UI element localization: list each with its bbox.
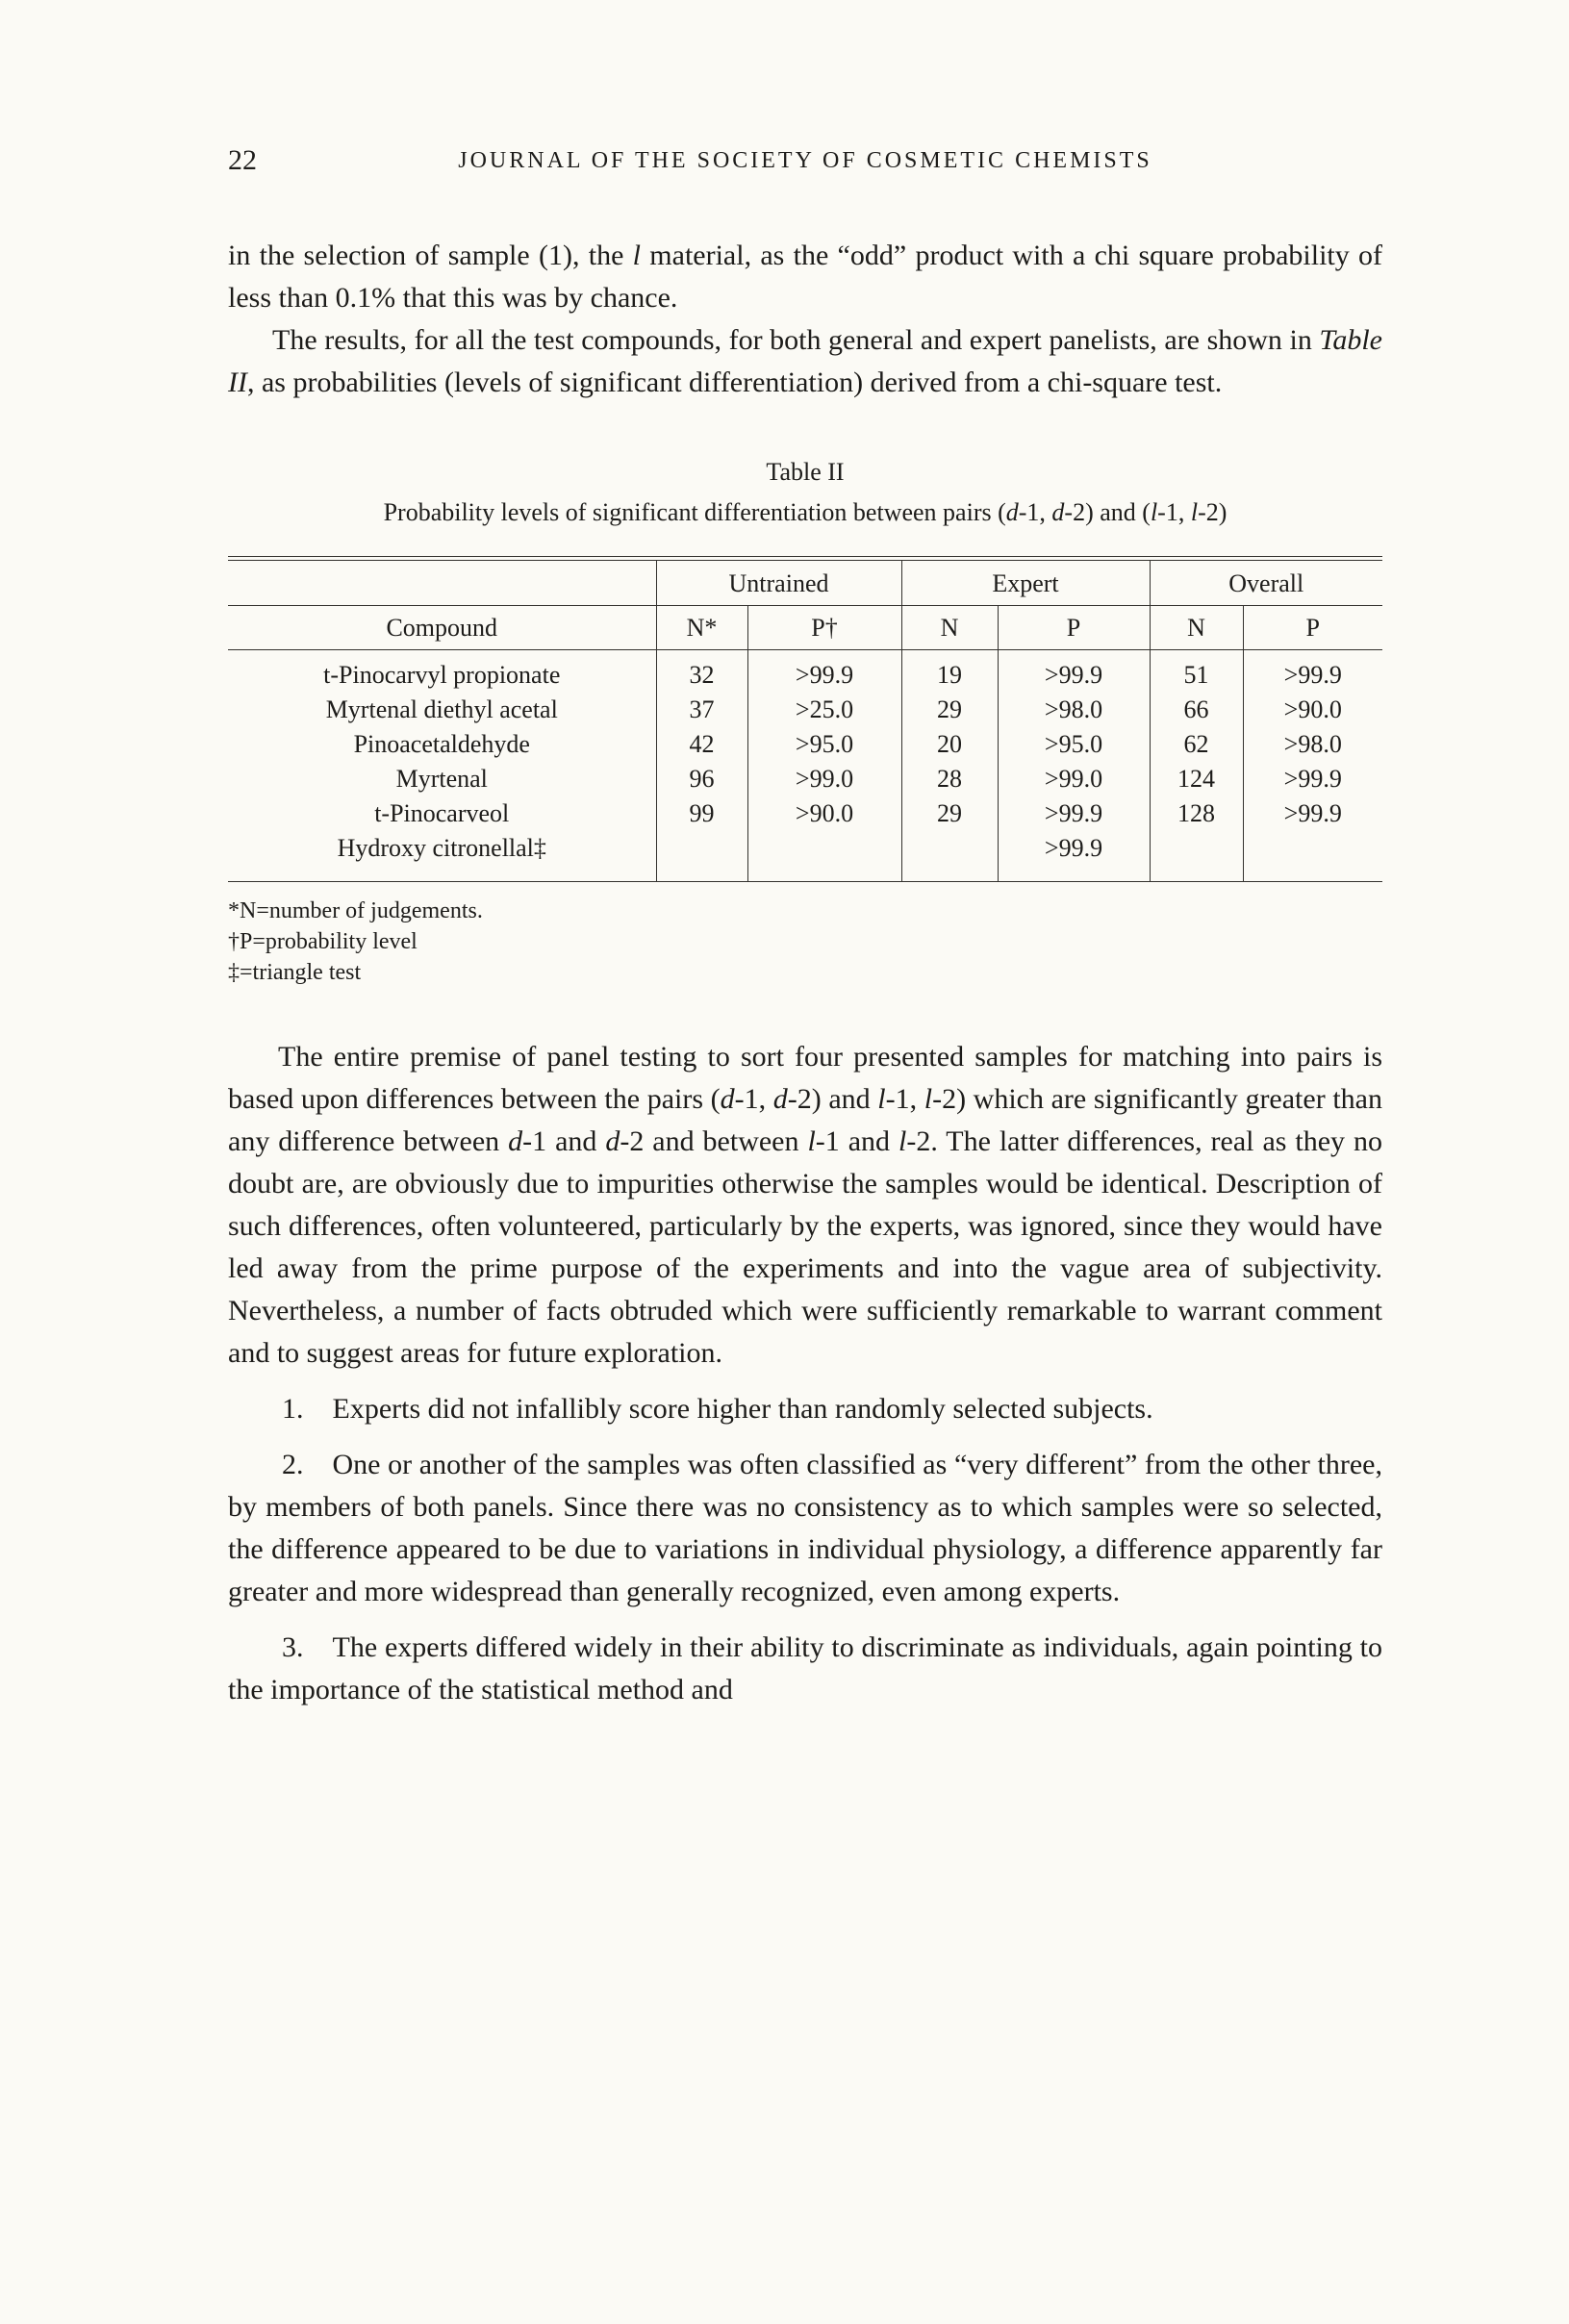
compound-name: Myrtenal diethyl acetal: [325, 695, 558, 723]
p-value-untrained: >99.0: [747, 762, 901, 796]
compound-name: Pinoacetaldehyde: [353, 730, 530, 758]
table-row: [228, 727, 1382, 762]
compounds-table: [228, 560, 1382, 882]
n-value-overall: 124: [1150, 762, 1243, 796]
p-value-expert: >99.9: [998, 831, 1150, 882]
compound-group-spacer: [228, 561, 656, 606]
table-top-rule: [228, 556, 1382, 882]
p-value-overall: >98.0: [1243, 727, 1382, 762]
column-header-row: [228, 606, 1382, 650]
table-row: [228, 693, 1382, 727]
column-header-compound: Compound: [228, 606, 656, 650]
table-head: [228, 561, 1382, 650]
n-value-expert: 19: [901, 650, 998, 694]
p-value-expert: >98.0: [998, 693, 1150, 727]
n-value-untrained: 96: [656, 762, 747, 796]
page-header: [228, 142, 1382, 183]
group-header-expert: Expert: [901, 561, 1150, 606]
group-header-overall: Overall: [1150, 561, 1382, 606]
table-row: [228, 650, 1382, 694]
p-value-overall: [1243, 831, 1382, 882]
column-header-p-expert: P: [998, 606, 1150, 650]
list-item-3: 3. The experts differed widely in their ability to discriminate as individuals, again pointing to the importance of the statistical method and: [228, 1631, 1382, 1705]
n-value-overall: 128: [1150, 796, 1243, 831]
table-ii-section: [228, 458, 1382, 988]
n-value-untrained: 42: [656, 727, 747, 762]
n-value-expert: 29: [901, 796, 998, 831]
compound-name: Myrtenal: [395, 765, 488, 793]
p-value-expert: >99.0: [998, 762, 1150, 796]
table-row: [228, 762, 1382, 796]
table-caption: Probability levels of significant differentiation between pairs (d-1, d-2) and (l-1, l-2): [383, 498, 1227, 526]
p-value-overall: >99.9: [1243, 796, 1382, 831]
table-body: [228, 650, 1382, 882]
group-header-untrained: Untrained: [656, 561, 901, 606]
n-value-expert: 28: [901, 762, 998, 796]
footnote-p: †P=probability level: [228, 929, 418, 954]
page-number: 22: [228, 144, 257, 176]
paragraph-premise: The entire premise of panel testing to sort four presented samples for matching into pairs is based upon differences between the pairs (d-1, d-2) and l-1, l-2) which are significantly greater than any difference between d-1 and d-2 and between l-1 and l-2. The latter differences, real as they no doubt are, are obviously due to impurities otherwise the samples would be identical. Description of such differences, often volunteered, particularly by the experts, was ignored, since they would have led away from the prime purpose of the experiments and into the vague area of subjectivity. Nevertheless, a number of facts obtruded which were sufficiently remarkable to warrant comment and to suggest areas for future exploration.: [228, 1041, 1382, 1369]
compound-name: t-Pinocarveol: [374, 799, 510, 827]
n-value-overall: 51: [1150, 650, 1243, 694]
p-value-overall: >99.9: [1243, 650, 1382, 694]
table-footnotes: [228, 896, 1382, 988]
footnote-n: *N=number of judgements.: [228, 898, 483, 923]
n-value-expert: 20: [901, 727, 998, 762]
p-value-expert: >99.9: [998, 796, 1150, 831]
list-item-2: 2. One or another of the samples was often classified as “very different” from the other three, by members of both panels. Since there was no consistency as to which samples were so selected, the difference appeared to be due to variations in individual physiology, a difference apparently far greater and more widespread than generally recognized, even among experts.: [228, 1449, 1382, 1607]
p-value-untrained: >90.0: [747, 796, 901, 831]
n-value-untrained: 32: [656, 650, 747, 694]
journal-title: JOURNAL OF THE SOCIETY OF COSMETIC CHEMISTS: [458, 148, 1152, 173]
paragraph-results: The results, for all the test compounds, for both general and expert panelists, are shown in Table II, as probabilities (levels of significant differentiation) derived from a chi-square test.: [228, 324, 1382, 398]
p-value-overall: >90.0: [1243, 693, 1382, 727]
column-header-n-expert: N: [901, 606, 998, 650]
p-value-untrained: >99.9: [747, 650, 901, 694]
n-value-overall: 62: [1150, 727, 1243, 762]
table-row: [228, 831, 1382, 882]
n-value-untrained: 99: [656, 796, 747, 831]
column-header-n-overall: N: [1150, 606, 1243, 650]
n-value-overall: 66: [1150, 693, 1243, 727]
compound-name: Hydroxy citronellal‡: [337, 834, 546, 862]
group-header-row: [228, 561, 1382, 606]
n-value-expert: [901, 831, 998, 882]
n-value-untrained: [656, 831, 747, 882]
p-value-untrained: >95.0: [747, 727, 901, 762]
column-header-p-untrained: P†: [747, 606, 901, 650]
p-value-expert: >95.0: [998, 727, 1150, 762]
paragraph-selection: in the selection of sample (1), the l material, as the “odd” product with a chi square probability of less than 0.1% that this was by chance.: [228, 240, 1383, 314]
table-title: Table II: [766, 458, 845, 486]
n-value-expert: 29: [901, 693, 998, 727]
column-header-n-untrained: N*: [656, 606, 747, 650]
page-body: [228, 235, 1382, 1711]
n-value-overall: [1150, 831, 1243, 882]
p-value-overall: >99.9: [1243, 762, 1382, 796]
table-row: [228, 796, 1382, 831]
n-value-untrained: 37: [656, 693, 747, 727]
p-value-expert: >99.9: [998, 650, 1150, 694]
list-item-1: 1. Experts did not infallibly score higher than randomly selected subjects.: [282, 1393, 1153, 1425]
p-value-untrained: [747, 831, 901, 882]
footnote-triangle: ‡=triangle test: [228, 960, 362, 985]
p-value-untrained: >25.0: [747, 693, 901, 727]
compound-name: t-Pinocarvyl propionate: [323, 661, 561, 689]
column-header-p-overall: P: [1243, 606, 1382, 650]
